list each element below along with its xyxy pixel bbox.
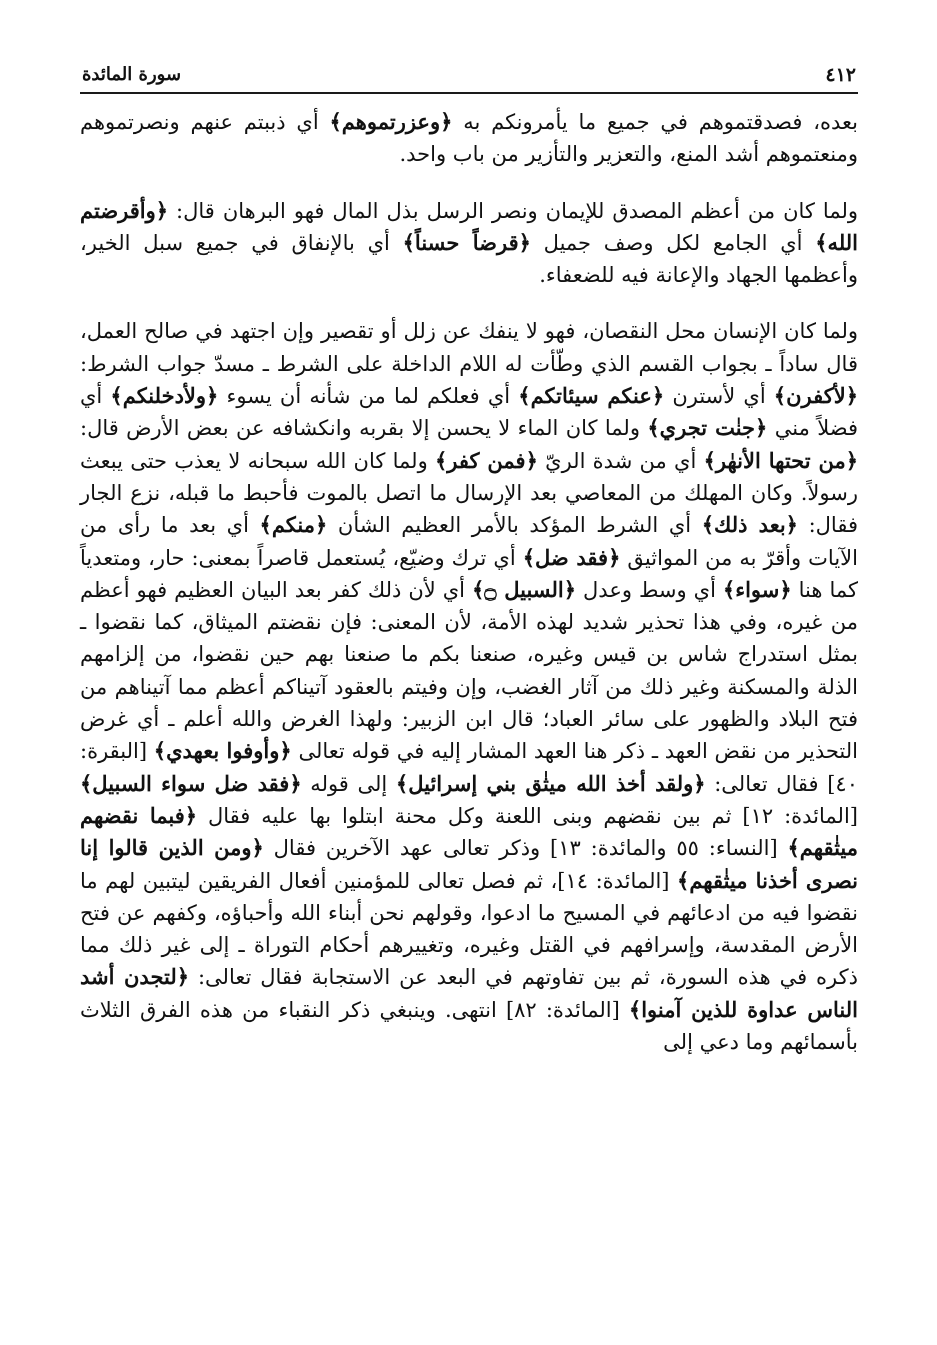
paragraph-3 xyxy=(80,315,858,1058)
quran-quote: ﴿ومن الذين قالوا إنا نصرى أخذنا ميثٰقهم﴾ xyxy=(80,835,858,893)
quran-quote: ﴿فقد ضل﴾ xyxy=(522,544,621,570)
running-head xyxy=(80,52,858,94)
text-run: ولما كان الماء لا يحسن إلا بقربه وانكشافه عن بعض الأرض قال: xyxy=(80,416,648,441)
quran-quote: ﴿منكم﴾ xyxy=(259,512,328,538)
quran-quote: ﴿فمن كفر﴾ xyxy=(434,447,538,473)
quran-quote: ﴿لتجدن أشد الناس عداوة للذين آمنوا﴾ xyxy=(80,964,858,1022)
surah-title: سورة المائدة xyxy=(82,64,182,85)
quran-quote: ﴿وعزرتموهم﴾ xyxy=(329,109,453,134)
text-run: ولما كان الله سبحانه لا يعذب حتى يبعث رسولاً. وكان المهلك من المعاصي بعد الإرسال ما اتصل بالموت فأحبط ما قبله، نزع الجار فقال: xyxy=(80,448,858,538)
text-run: أي بعد ما رأى من الآيات وأقرّ به من المواثيق xyxy=(80,513,858,570)
page-number: ٤١٢ xyxy=(825,64,856,86)
text-run: [المائدة: ١٢] ثم بين نقضهم وبنى اللعنة وكل محنة ابتلوا بها عليه فقال xyxy=(197,803,858,828)
quran-quote: ﴿من تحتها الأنهٰر﴾ xyxy=(703,447,858,473)
quran-quote: ﴿عنكم سيئاتكم﴾ xyxy=(518,383,665,409)
text-run: ولما كان الإنسان محل النقصان، فهو لا ينفك عن زلل أو تقصير وإن اجتهد في صالح العمل، قال ساداً ـ بجواب القسم الذي وطّأت له اللام الداخلة على الشرط ـ مسدّ جواب الشرط: xyxy=(80,319,858,376)
body-text xyxy=(80,106,858,1058)
quran-quote: ﴿فبما نقضهم ميثٰقهم﴾ xyxy=(80,802,858,861)
quran-quote: ﴿السبيل ۝﴾ xyxy=(471,576,577,602)
text-run: أي الجامع لكل وصف جميل xyxy=(530,230,816,255)
text-run: أي ترك وضيّع، يُستعمل قاصراً بمعنى: حار، ومتعدياً كما هنا xyxy=(80,545,858,602)
text-run: [النساء: ٥٥ والمائدة: ١٣] وذكر تعالى عهد الآخرين فقال xyxy=(263,836,788,861)
text-run: أي فعلكم لما من شأنه أن يسوء xyxy=(218,384,519,409)
text-run: أي لأن ذلك كفر بعد البيان العظيم فهو أعظم من غيره، وفي هذا تحذير شديد لهذه الأمة، لأن المعنى: فإن نقضتم الميثاق، كما نقضوا ـ بمثل استدراج شاس بن قيس وغيره، صنعنا بكم ما صنعنا بهم حين نقضوا، من إلزامهم الذلة والمسكنة وغير ذلك من آثار الغضب، وإن وفيتم بالعقود آتيناكم أعظم مما آتيناهم من فتح البلاد والظهور على سائر العباد؛ قال ابن الزبير: ولهذا الغرض والله أعلم ـ أي غرض التحذير من نقض العهد ـ ذكر هنا العهد المشار إليه في قوله تعالى xyxy=(80,577,858,764)
quran-quote: ﴿سواء﴾ xyxy=(722,576,792,602)
text-run: إلى قوله xyxy=(301,771,396,796)
text-run: أي من شدة الريّ xyxy=(537,448,704,473)
text-run: بعده، فصدقتموهم في جميع ما يأمرونكم به xyxy=(452,110,859,134)
text-run: [المائدة: ٨٢] انتهى. وينبغي ذكر النقباء من هذه الفرق الثلاث بأسمائهم وما دعي إلى xyxy=(80,997,858,1055)
text-run: أي ذببتم عنهم ونصرتموهم ومنعتموهم أشد المنع، والتعزير والتأزير من باب واحد. xyxy=(80,110,858,167)
quran-quote: ﴿فقد ضل سواء السبيل﴾ xyxy=(80,770,302,796)
paragraph-1 xyxy=(80,106,858,171)
quran-quote: ﴿ولأدخلنكم﴾ xyxy=(110,383,219,409)
quran-quote: ﴿قرضاً حسناً﴾ xyxy=(402,229,531,255)
paragraph-2 xyxy=(80,195,858,292)
quran-quote: ﴿لأكفرن﴾ xyxy=(773,383,859,409)
quran-quote: ﴿بعد ذلك﴾ xyxy=(701,512,798,538)
text-run: [البقرة: ٤٠] فقال تعالى: xyxy=(80,739,858,796)
text-run: أي لأسترن xyxy=(664,384,774,409)
quran-quote: ﴿وأقرضتم الله﴾ xyxy=(80,197,858,255)
text-run: أي وسط وعدل xyxy=(576,577,723,602)
text-run: [المائدة: ١٤]، ثم فصل تعالى للمؤمنين أفعال الفريقين ليتبين لهم ما نقضوا فيه من ادعائهم في المسيح ما ادعوا، وقولهم نحن أبناء الله وأحباؤه، وكفهم عن فتح الأرض المقدسة، وإسرافهم في القتل وغيره، وتغييرهم أحكام التوراة ـ إلى غير ذلك مما ذكره في هذه السورة، ثم بين تفاوتهم في البعد عن الاستجابة فقال تعالى: xyxy=(80,868,858,990)
book-page xyxy=(80,52,858,1322)
text-run: أي الشرط المؤكد بالأمر العظيم الشأن xyxy=(327,513,702,538)
quran-quote: ﴿وأوفوا بعهدي﴾ xyxy=(153,738,292,764)
quran-quote: ﴿ولقد أخذ الله ميثٰق بني إسرائيل﴾ xyxy=(395,770,706,796)
text-run: أي فضلاً مني xyxy=(80,384,858,441)
text-run: ولما كان من أعظم المصدق للإيمان ونصر الرسل بذل المال فهو البرهان قال: xyxy=(168,198,858,223)
quran-quote: ﴿جنٰت تجري﴾ xyxy=(647,415,768,441)
text-run: أي بالإنفاق في جميع سبل الخير، وأعظمها الجهاد والإعانة فيه للضعفاء. xyxy=(80,230,858,288)
